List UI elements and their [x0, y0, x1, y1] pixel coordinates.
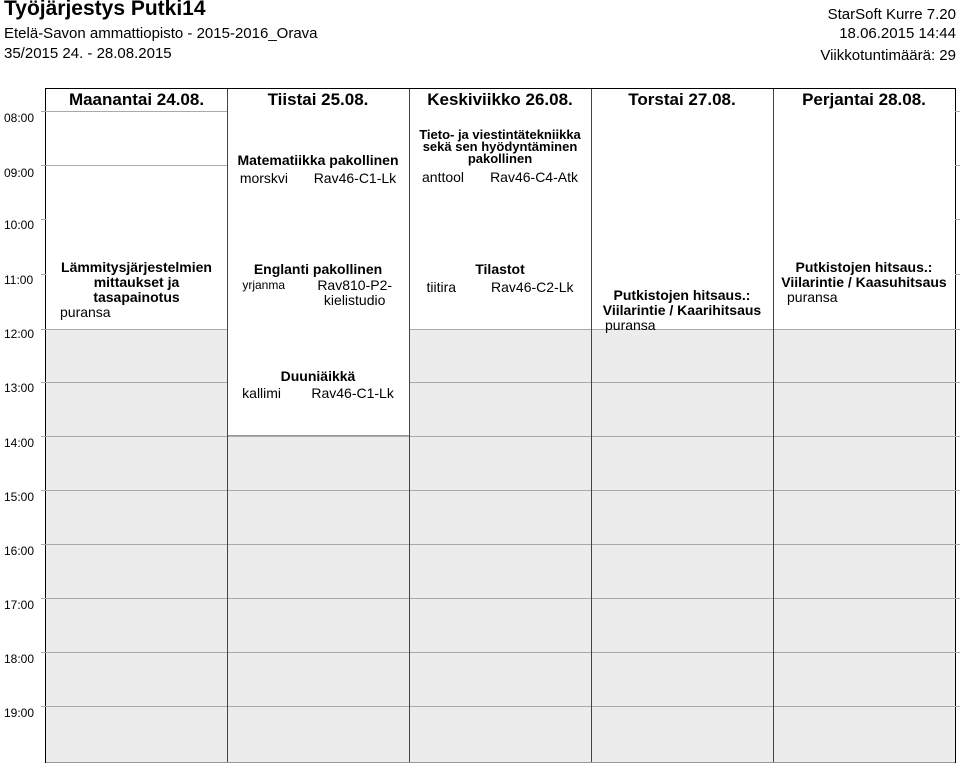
week-range: 35/2015 24. - 28.08.2015: [4, 45, 172, 62]
time-label: 13:00: [4, 381, 35, 395]
weekly-hours: Viikkotuntimäärä: 29: [820, 47, 956, 64]
time-label: 10:00: [4, 218, 35, 232]
empty-slot: [409, 329, 591, 763]
hour-line: [41, 329, 960, 330]
time-label: 18:00: [4, 652, 35, 666]
time-label: 15:00: [4, 490, 35, 504]
day-header-friday: Perjantai 28.08.: [802, 90, 926, 109]
lesson-welding-fri: Putkistojen hitsaus.: Viilarintie / Kaasuhitsaus puransa: [773, 111, 955, 329]
day-header-tuesday: Tiistai 25.08.: [267, 90, 369, 109]
time-label: 17:00: [4, 598, 35, 612]
day-divider: [773, 89, 774, 762]
day-header-wednesday: Keskiviikko 26.08.: [427, 90, 573, 109]
hour-line: [41, 382, 960, 383]
hour-line: [41, 436, 960, 437]
time-label: 12:00: [4, 327, 35, 341]
print-timestamp: 18.06.2015 14:44: [839, 25, 956, 42]
lesson-math: Matematiikka pakollinen morskvi Rav46-C1-Lk: [227, 111, 409, 219]
lesson-duuniaikka: Duuniäikkä kallimi Rav46-C1-Lk: [227, 329, 409, 435]
hour-line: [41, 490, 960, 491]
hour-line: [41, 544, 960, 545]
hour-line: [41, 652, 960, 653]
time-label: 16:00: [4, 544, 35, 558]
software-version: StarSoft Kurre 7.20: [827, 6, 956, 23]
empty-slot: [227, 435, 409, 763]
day-divider: [227, 89, 228, 762]
empty-slot: [773, 329, 955, 763]
hour-line: [41, 598, 960, 599]
lesson-heating: Lämmitysjärjestelmien mittaukset ja tasapainotus puransa: [46, 219, 227, 329]
empty-slot: [46, 329, 227, 763]
lesson-ict: Tieto- ja viestintätekniikka sekä sen hyödyntäminen pakollinen anttool Rav46-C4-Atk: [409, 111, 591, 219]
lesson-welding-thu: Putkistojen hitsaus.: Viilarintie / Kaarihitsaus puransa: [591, 111, 773, 329]
school-name: Etelä-Savon ammattiopisto - 2015-2016_Orava: [4, 25, 318, 42]
empty-slot: [591, 329, 773, 763]
time-label: 14:00: [4, 436, 35, 450]
time-label: 08:00: [4, 111, 35, 125]
page-title: Työjärjestys Putki14: [4, 0, 206, 20]
timetable-grid: [45, 88, 956, 763]
lesson-statistics: Tilastot tiitira Rav46-C2-Lk: [409, 219, 591, 327]
day-header-monday: Maanantai 24.08.: [68, 90, 205, 109]
day-divider: [591, 89, 592, 762]
time-label: 09:00: [4, 166, 35, 180]
day-divider: [409, 89, 410, 762]
hour-line: [41, 706, 960, 707]
time-label: 11:00: [4, 273, 34, 287]
time-label: 19:00: [4, 706, 35, 720]
lesson-english: Englanti pakollinen yrjanma Rav810-P2-kielistudio: [227, 219, 409, 327]
day-header-thursday: Torstai 27.08.: [628, 90, 736, 109]
